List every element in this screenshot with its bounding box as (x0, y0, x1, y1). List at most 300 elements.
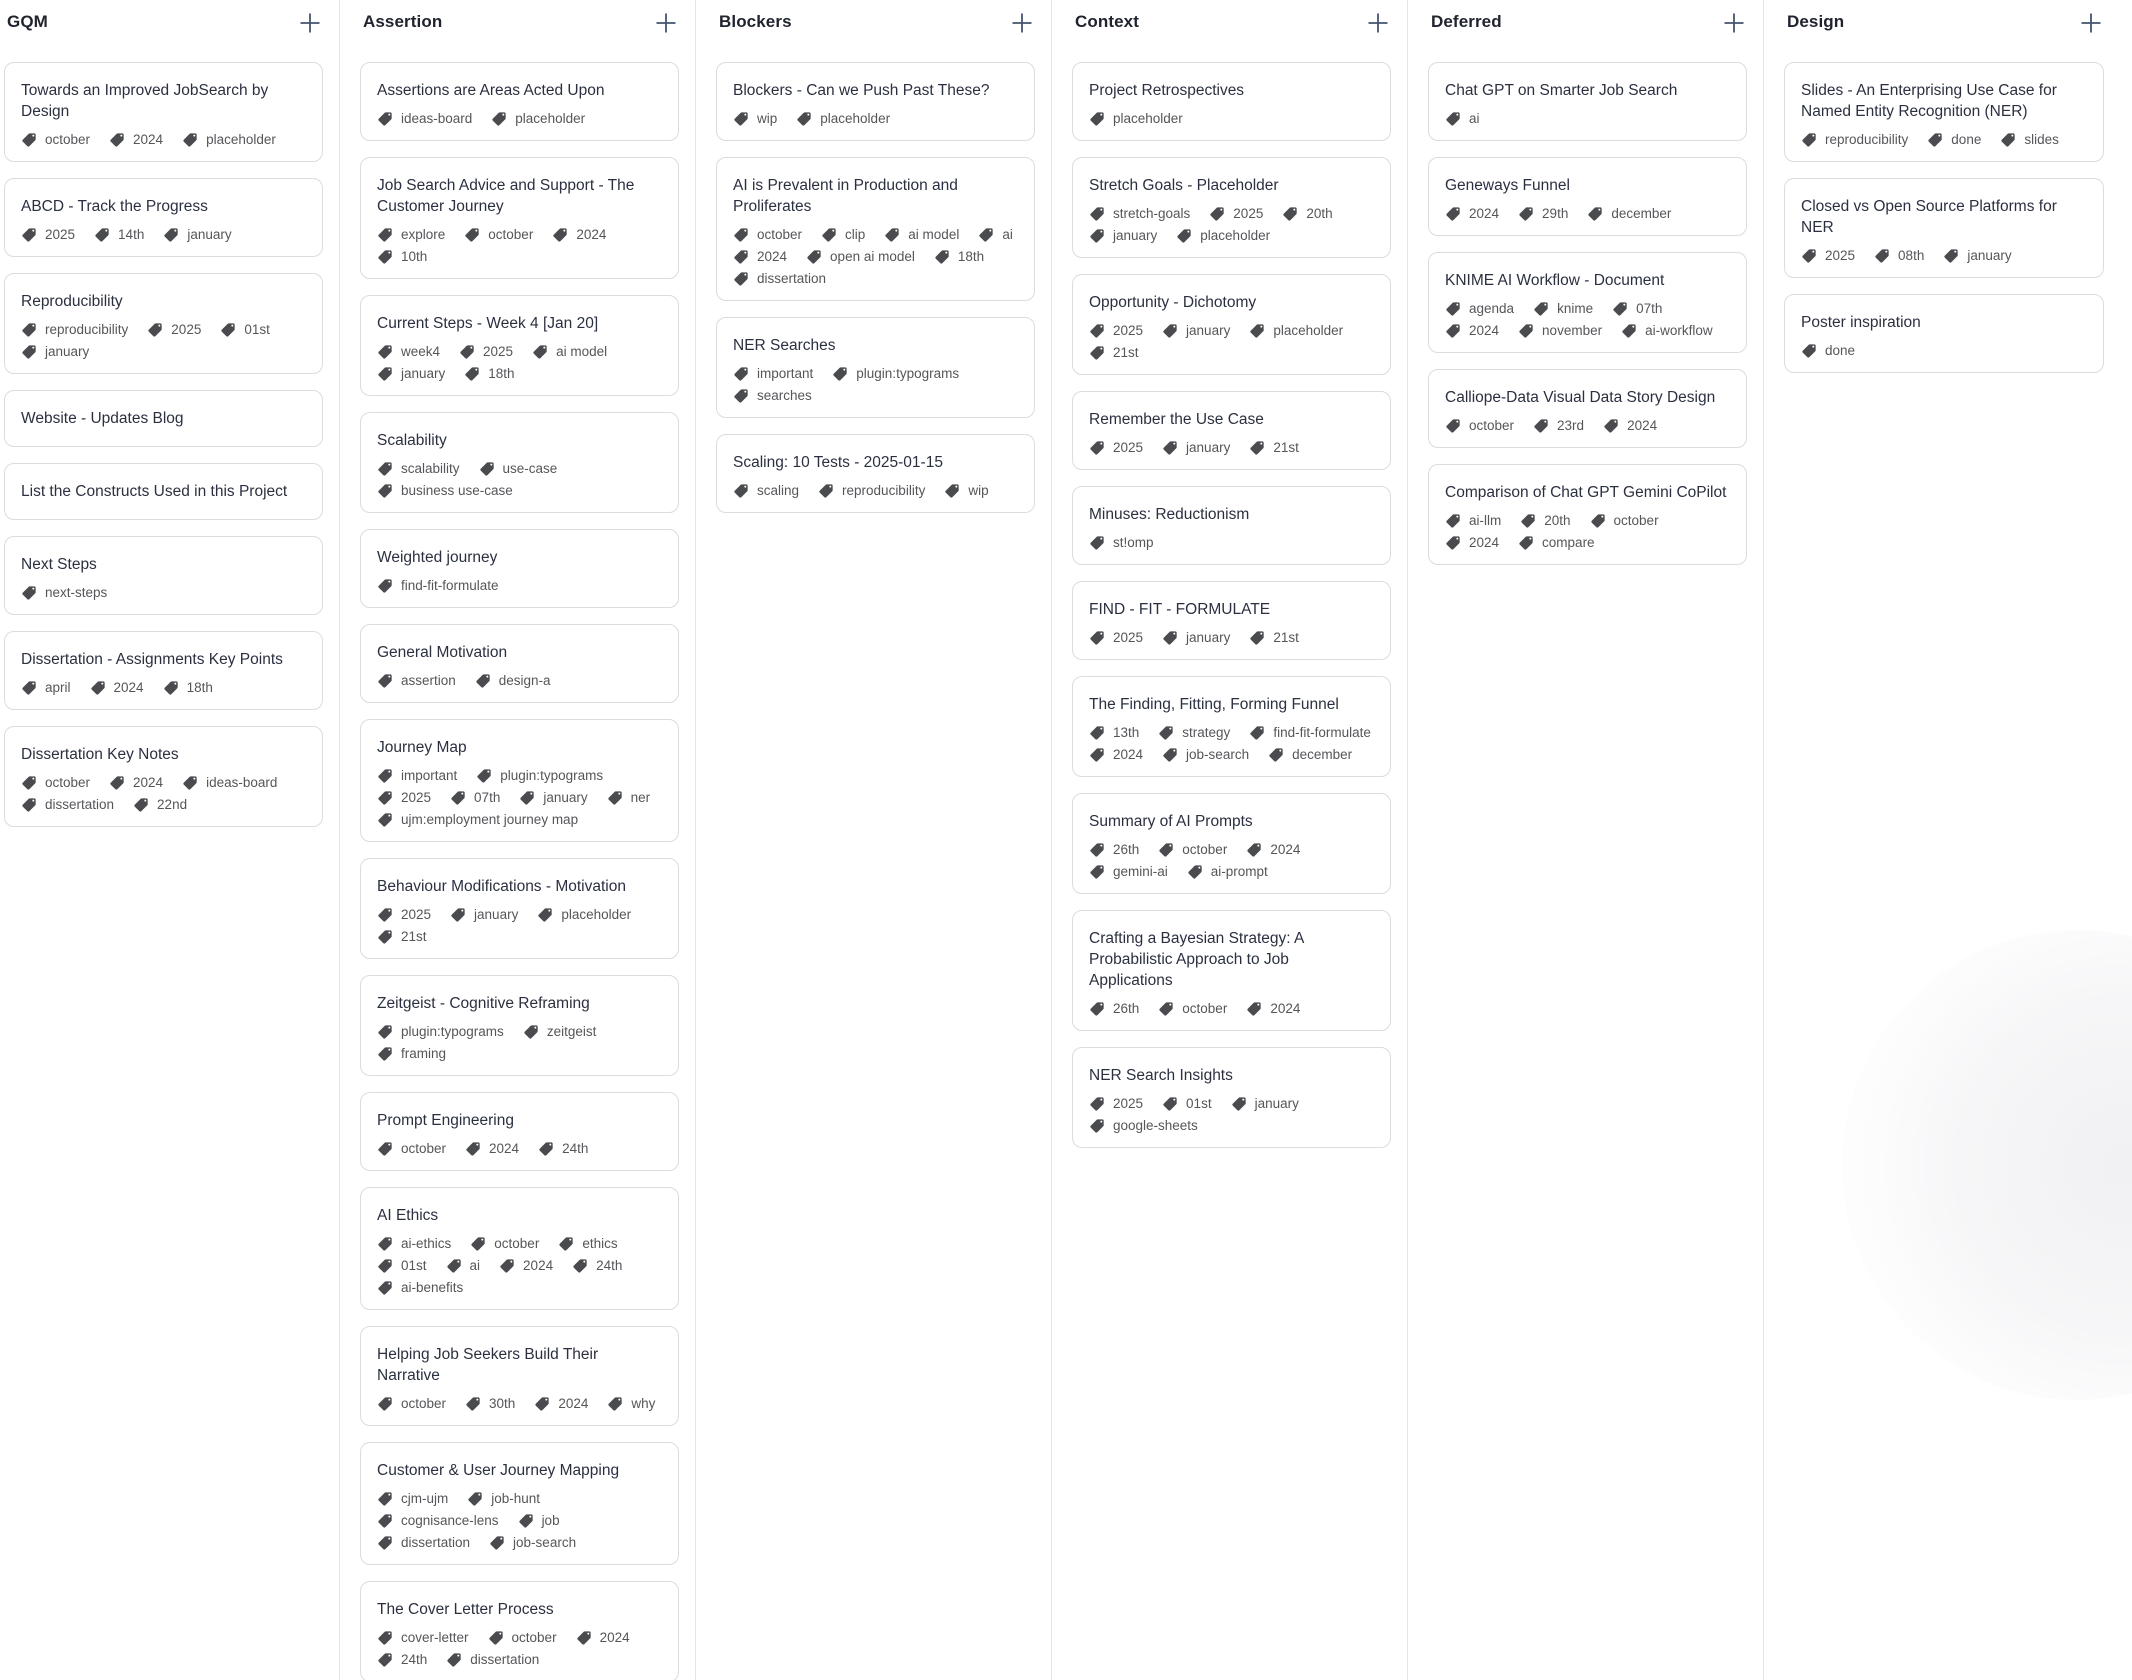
kanban-card[interactable] (1072, 676, 1391, 777)
tag-label: ai-workflow (1645, 323, 1713, 338)
tag-list (377, 1140, 662, 1157)
tag-label: 2025 (171, 322, 202, 337)
card-title: Stretch Goals - Placeholder (1089, 177, 1279, 194)
tag-label: dissertation (757, 271, 827, 286)
card-title: AI Ethics (377, 1207, 439, 1224)
tag-label: 2024 (1469, 206, 1500, 221)
card-tag (94, 227, 144, 243)
kanban-card[interactable] (4, 62, 323, 162)
card-tag (1158, 725, 1230, 741)
tag-label: january (474, 907, 519, 922)
tag-label-icon (532, 344, 548, 360)
kanban-card[interactable] (1072, 157, 1391, 258)
card-tag (934, 249, 984, 265)
card-title: The Cover Letter Process (377, 1601, 554, 1618)
card-tag (21, 585, 107, 601)
card-tag (1162, 747, 1249, 763)
tag-label-icon (523, 1024, 539, 1040)
kanban-card[interactable] (1428, 157, 1747, 236)
card-tag (464, 227, 533, 243)
card-tag (377, 673, 456, 689)
board-column-assertion (340, 0, 696, 1680)
tag-label-icon (21, 344, 37, 360)
tag-label: reproducibility (45, 322, 129, 337)
card-list (1784, 62, 2104, 373)
kanban-card[interactable] (4, 631, 323, 710)
kanban-card[interactable] (360, 295, 679, 396)
kanban-card[interactable] (1784, 294, 2104, 373)
tag-label: find-fit-formulate (1273, 725, 1371, 740)
card-tag (377, 812, 578, 828)
tag-label-icon (519, 790, 535, 806)
tag-list (733, 365, 1018, 404)
card-list (360, 62, 679, 1680)
card-tag (806, 249, 915, 265)
tag-label-icon (1520, 513, 1536, 529)
tag-label-icon (1445, 418, 1461, 434)
card-tag (1209, 206, 1263, 222)
tag-label-icon (377, 1024, 393, 1040)
card-tag (1162, 323, 1230, 339)
card-title: Poster inspiration (1801, 314, 1921, 331)
column-title: Blockers (719, 12, 792, 31)
tag-label-icon (1518, 535, 1534, 551)
card-tag (21, 797, 114, 813)
column-header (1428, 10, 1747, 36)
card-tag (465, 1396, 515, 1412)
kanban-card[interactable] (1428, 369, 1747, 448)
tag-label-icon (377, 1141, 393, 1157)
card-tag (1089, 345, 1139, 361)
kanban-card[interactable] (1072, 391, 1391, 470)
tag-label: 2024 (133, 775, 164, 790)
kanban-card[interactable] (716, 317, 1035, 418)
column-header (360, 10, 679, 36)
kanban-card[interactable] (360, 719, 679, 842)
kanban-card[interactable] (1072, 62, 1391, 141)
tag-label-icon (2000, 132, 2016, 148)
kanban-card[interactable] (716, 157, 1035, 301)
kanban-card[interactable] (360, 62, 679, 141)
tag-label-icon (832, 366, 848, 382)
tag-label: explore (401, 227, 446, 242)
card-tag (832, 366, 959, 382)
tag-label: january (401, 366, 446, 381)
tag-label-icon (572, 1258, 588, 1274)
tag-label: 2024 (1469, 535, 1500, 550)
tag-label: reproducibility (1825, 132, 1909, 147)
kanban-card[interactable] (360, 624, 679, 703)
card-tag (163, 227, 231, 243)
tag-label: october (1469, 418, 1515, 433)
card-tag (1282, 206, 1332, 222)
kanban-card[interactable] (360, 975, 679, 1076)
tag-label-icon (733, 483, 749, 499)
card-tag (377, 227, 445, 243)
card-tag (532, 344, 607, 360)
tag-label: 18th (488, 366, 515, 381)
tag-label-icon (377, 111, 393, 127)
card-tag (133, 797, 187, 813)
card-tag (1246, 842, 1300, 858)
tag-label-icon (1089, 1096, 1105, 1112)
kanban-card[interactable] (4, 273, 323, 374)
tag-label-icon (133, 797, 149, 813)
tag-label-icon (884, 227, 900, 243)
card-tag (1533, 418, 1584, 434)
card-title: Website - Updates Blog (21, 410, 184, 427)
card-title: List the Constructs Used in this Project (21, 483, 288, 500)
tag-label: ai model (908, 227, 960, 242)
kanban-card[interactable] (360, 1442, 679, 1565)
tag-label-icon (537, 907, 553, 923)
kanban-card[interactable] (4, 390, 323, 447)
tag-label-icon (1089, 323, 1105, 339)
tag-label-icon (1162, 440, 1178, 456)
tag-label-icon (1158, 1001, 1174, 1017)
tag-label: cover-letter (401, 1630, 469, 1645)
tag-list (1089, 724, 1374, 763)
card-tag (147, 322, 201, 338)
kanban-card[interactable] (4, 463, 323, 520)
tag-label-icon (21, 322, 37, 338)
kanban-card[interactable] (360, 529, 679, 608)
tag-list (1445, 110, 1730, 127)
card-tag (607, 790, 651, 806)
tag-list (1089, 534, 1374, 551)
tag-label-icon (1268, 747, 1284, 763)
tag-label-icon (459, 344, 475, 360)
tag-label: april (45, 680, 71, 695)
tag-label: 2024 (1113, 747, 1144, 762)
card-title: Customer & User Journey Mapping (377, 1462, 620, 1479)
card-tag (1445, 418, 1514, 434)
tag-label-icon (1162, 747, 1178, 763)
kanban-card[interactable] (360, 1187, 679, 1310)
tag-label: design-a (498, 673, 551, 688)
tag-label-icon (1249, 630, 1265, 646)
card-title: Helping Job Seekers Build Their Narrative (377, 1346, 599, 1384)
kanban-card[interactable] (1072, 1047, 1391, 1148)
kanban-card[interactable] (360, 858, 679, 959)
card-tag (1162, 440, 1230, 456)
tag-label: october (401, 1141, 447, 1156)
tag-label: january (1186, 630, 1231, 645)
tag-label: 2024 (523, 1258, 554, 1273)
card-tag (1612, 301, 1662, 317)
card-tag (1927, 132, 1981, 148)
tag-label-icon (21, 775, 37, 791)
tag-label-icon (1249, 725, 1265, 741)
add-card-button[interactable] (2078, 10, 2104, 36)
tag-label: placeholder (561, 907, 632, 922)
tag-label-icon (1587, 206, 1603, 222)
tag-label: st!omp (1113, 535, 1154, 550)
tag-label-icon (1162, 323, 1178, 339)
add-card-button[interactable] (1009, 10, 1035, 36)
tag-label-icon (1089, 535, 1105, 551)
tag-label: use-case (502, 461, 558, 476)
card-tag (499, 1258, 553, 1274)
add-card-button[interactable] (297, 10, 323, 36)
card-title: Crafting a Bayesian Strategy: A Probabilistic Approach to Job Applications (1089, 930, 1304, 989)
kanban-card[interactable] (1428, 464, 1747, 565)
card-tag (519, 790, 587, 806)
card-tag (1162, 630, 1230, 646)
card-tag (475, 673, 551, 689)
tag-label-icon (470, 1236, 486, 1252)
card-tag (1089, 535, 1154, 551)
tag-label: placeholder (1273, 323, 1344, 338)
kanban-card[interactable] (360, 412, 679, 513)
tag-list (733, 482, 1018, 499)
tag-label: 07th (474, 790, 501, 805)
card-tag (1801, 132, 1908, 148)
card-title: Summary of AI Prompts (1089, 813, 1253, 830)
card-tag (467, 1491, 540, 1507)
card-tag (21, 322, 128, 338)
tag-label: dissertation (470, 1652, 540, 1667)
tag-label: dissertation (401, 1535, 471, 1550)
tag-label: 01st (401, 1258, 427, 1273)
card-tag (476, 768, 603, 784)
tag-list (1801, 247, 2087, 264)
board-column-gqm (0, 0, 340, 1680)
card-tag (1089, 1118, 1198, 1134)
card-tag (1158, 1001, 1227, 1017)
card-tag (446, 1652, 539, 1668)
kanban-card[interactable] (4, 726, 323, 827)
card-tag (1089, 440, 1143, 456)
kanban-card[interactable] (4, 178, 323, 257)
tag-label: ai (1469, 111, 1480, 126)
card-tag (1590, 513, 1659, 529)
card-title: The Finding, Fitting, Forming Funnel (1089, 696, 1339, 713)
card-tag (182, 775, 277, 791)
tag-label: 2025 (483, 344, 514, 359)
card-tag (1089, 630, 1143, 646)
tag-label-icon (479, 461, 495, 477)
tag-label-icon (1089, 725, 1105, 741)
tag-label: plugin:typograms (500, 768, 604, 783)
card-title: Dissertation - Assignments Key Points (21, 651, 283, 668)
tag-label: 23rd (1557, 418, 1585, 433)
card-tag (21, 775, 90, 791)
card-tag (1158, 842, 1227, 858)
tag-label: october (1182, 842, 1228, 857)
tag-label-icon (163, 227, 179, 243)
tag-label-icon (488, 1630, 504, 1646)
card-list (4, 62, 323, 827)
column-title: Context (1075, 12, 1139, 31)
tag-label-icon (1874, 248, 1890, 264)
card-title: Scalability (377, 432, 447, 449)
tag-label: january (1186, 440, 1231, 455)
card-title: Scaling: 10 Tests - 2025-01-15 (733, 454, 943, 471)
tag-label: clip (845, 227, 866, 242)
tag-label-icon (377, 249, 393, 265)
card-tag (377, 111, 472, 127)
tag-label: october (757, 227, 803, 242)
kanban-card[interactable] (1072, 274, 1391, 375)
tag-label-icon (1089, 864, 1105, 880)
card-tag (576, 1630, 630, 1646)
tag-label: 2024 (558, 1396, 589, 1411)
card-tag (1445, 535, 1499, 551)
kanban-card[interactable] (360, 1092, 679, 1171)
card-tag (377, 1024, 504, 1040)
card-tag (377, 1046, 446, 1062)
tag-label-icon (464, 366, 480, 382)
card-title: Current Steps - Week 4 [Jan 20] (377, 315, 599, 332)
tag-label-icon (377, 461, 393, 477)
tag-label-icon (1176, 228, 1192, 244)
kanban-card[interactable] (1072, 910, 1391, 1031)
tag-label-icon (21, 585, 37, 601)
card-tag (491, 111, 585, 127)
card-tag (1089, 864, 1168, 880)
card-tag (377, 1535, 470, 1551)
column-title: Design (1787, 12, 1845, 31)
tag-label-icon (1158, 725, 1174, 741)
tag-label-icon (818, 483, 834, 499)
tag-label-icon (377, 1491, 393, 1507)
card-tag (1089, 1096, 1143, 1112)
tag-label: 2024 (1270, 1001, 1301, 1016)
tag-label: scalability (401, 461, 460, 476)
tag-label: job-search (513, 1535, 577, 1550)
tag-label: ai-ethics (401, 1236, 452, 1251)
column-header (716, 10, 1035, 36)
card-title: Slides - An Enterprising Use Case for Named Entity Recognition (NER) (1801, 82, 2057, 120)
tag-label-icon (1089, 228, 1105, 244)
tag-label: january (187, 227, 232, 242)
tag-label: 20th (1544, 513, 1571, 528)
card-tag (733, 111, 777, 127)
card-tag (1089, 747, 1143, 763)
card-tag (1621, 323, 1713, 339)
kanban-card[interactable] (1072, 486, 1391, 565)
card-title: ABCD - Track the Progress (21, 198, 208, 215)
card-tag (733, 366, 813, 382)
tag-list (21, 584, 306, 601)
tag-label-icon (1445, 111, 1461, 127)
add-card-button[interactable] (1365, 10, 1391, 36)
card-tag (1943, 248, 2011, 264)
card-tag (1187, 864, 1268, 880)
tag-list (377, 577, 662, 594)
tag-label: october (511, 1630, 557, 1645)
card-tag (90, 680, 144, 696)
plus-icon (1009, 10, 1035, 36)
tag-label: january (1186, 323, 1231, 338)
tag-list (1089, 110, 1374, 127)
kanban-card[interactable] (360, 157, 679, 279)
tag-label: 2025 (1825, 248, 1856, 263)
tag-label-icon (109, 132, 125, 148)
column-header (1784, 10, 2104, 36)
card-title: Dissertation Key Notes (21, 746, 179, 763)
card-tag (1246, 1001, 1300, 1017)
kanban-card[interactable] (1428, 252, 1747, 353)
tag-label: gemini-ai (1113, 864, 1168, 879)
card-tag (523, 1024, 597, 1040)
tag-label: next-steps (45, 585, 108, 600)
card-tag (377, 1280, 463, 1296)
kanban-card[interactable] (1072, 793, 1391, 894)
tag-label: 14th (118, 227, 145, 242)
add-card-button[interactable] (1721, 10, 1747, 36)
tag-label: october (1613, 513, 1659, 528)
tag-label-icon (1603, 418, 1619, 434)
card-tag (1231, 1096, 1299, 1112)
kanban-card[interactable] (4, 536, 323, 615)
card-tag (733, 249, 787, 265)
tag-label: 2025 (45, 227, 76, 242)
tag-label: ai-benefits (401, 1280, 464, 1295)
kanban-card[interactable] (1784, 178, 2104, 278)
tag-label: dissertation (45, 797, 115, 812)
plus-icon (1721, 10, 1747, 36)
tag-label: 26th (1113, 842, 1140, 857)
tag-label-icon (446, 1652, 462, 1668)
tag-label-icon (475, 673, 491, 689)
card-tag (1249, 323, 1343, 339)
kanban-card[interactable] (360, 1326, 679, 1426)
card-title: FIND - FIT - FORMULATE (1089, 601, 1271, 618)
tag-list (21, 131, 306, 148)
tag-label-icon (796, 111, 812, 127)
card-list (1428, 62, 1747, 565)
tag-label-icon (377, 1652, 393, 1668)
card-tag (1089, 725, 1139, 741)
tag-label-icon (1445, 535, 1461, 551)
tag-label-icon (476, 768, 492, 784)
tag-label: placeholder (1113, 111, 1183, 126)
card-tag (1249, 630, 1299, 646)
tag-label-icon (377, 227, 393, 243)
card-tag (377, 1652, 427, 1668)
tag-label: stretch-goals (1113, 206, 1191, 221)
add-card-button[interactable] (653, 10, 679, 36)
card-tag (21, 680, 71, 696)
card-tag (1445, 323, 1499, 339)
tag-label-icon (21, 132, 37, 148)
card-tag (109, 775, 163, 791)
tag-label: 2024 (757, 249, 788, 264)
tag-list (1801, 131, 2087, 148)
kanban-card[interactable] (716, 62, 1035, 141)
tag-label-icon (1162, 630, 1178, 646)
kanban-card[interactable] (1428, 62, 1747, 141)
tag-label: ner (630, 790, 651, 805)
kanban-card[interactable] (1072, 581, 1391, 660)
tag-label: october (488, 227, 534, 242)
card-tag (377, 1258, 427, 1274)
kanban-card[interactable] (716, 434, 1035, 513)
tag-list (377, 1235, 662, 1296)
card-tag (470, 1236, 539, 1252)
card-tag (552, 227, 606, 243)
card-tag (163, 680, 213, 696)
kanban-card[interactable] (360, 1581, 679, 1680)
tag-label: 24th (562, 1141, 589, 1156)
card-title: Prompt Engineering (377, 1112, 514, 1129)
card-tag (1089, 206, 1190, 222)
tag-label-icon (733, 111, 749, 127)
kanban-card[interactable] (1784, 62, 2104, 162)
tag-label: placeholder (206, 132, 276, 147)
